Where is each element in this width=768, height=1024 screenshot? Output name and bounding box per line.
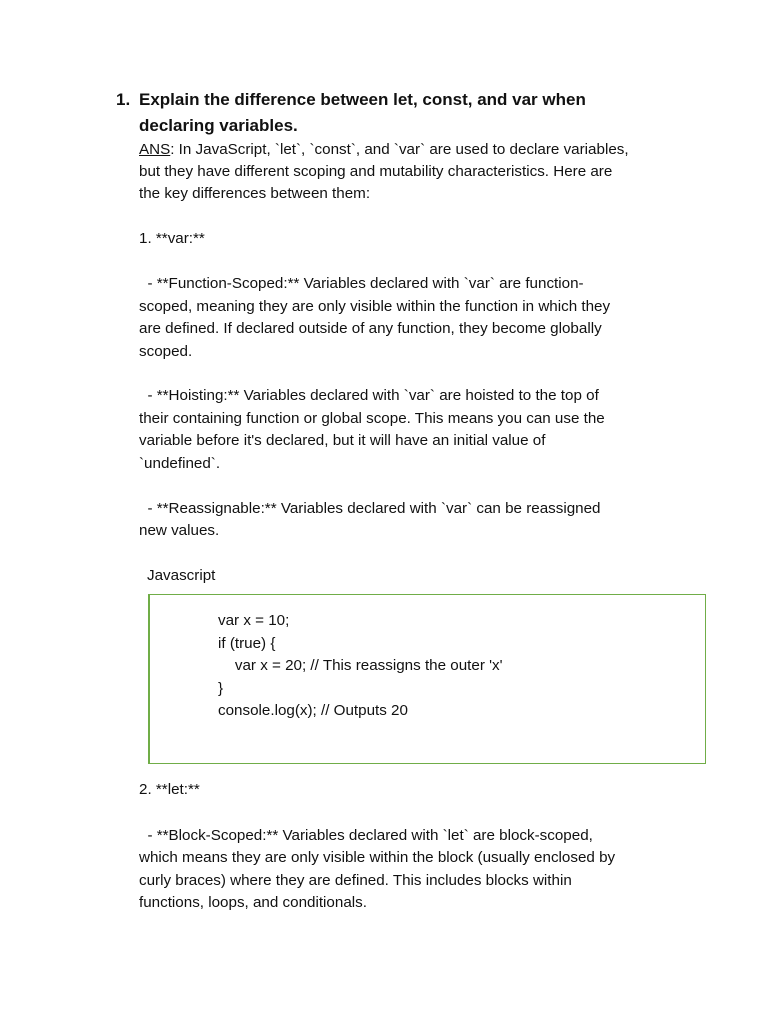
- answer-intro-line: but they have different scoping and mutability characteristics. Here are: [139, 163, 613, 180]
- var-heading: 1. **var:**: [139, 230, 205, 247]
- question-line: Explain the difference between let, const, and var when: [139, 90, 586, 109]
- var-reassignable-line: new values.: [139, 522, 220, 539]
- question-text: [139, 87, 639, 139]
- answer-intro-line: [139, 139, 699, 161]
- code-block: [148, 594, 706, 764]
- answer-label: ANS: [139, 141, 171, 158]
- code-line: }: [218, 680, 224, 697]
- var-hoisting-line: their containing function or global scope. This means you can use the: [139, 410, 605, 427]
- answer-intro-rest: : In JavaScript, `let`, `const`, and `var` are used to declare variables,: [170, 141, 629, 158]
- var-reassignable-line: - **Reassignable:** Variables declared with `var` can be reassigned: [139, 500, 601, 517]
- code-line: if (true) {: [218, 635, 276, 652]
- question-number: 1.: [116, 90, 131, 109]
- var-hoisting-line: variable before it's declared, but it will have an initial value of: [139, 432, 546, 449]
- let-block-scoped-line: which means they are only visible within the block (usually enclosed by: [139, 849, 616, 866]
- code-line: var x = 10;: [218, 612, 290, 629]
- let-block-scoped-line: functions, loops, and conditionals.: [139, 894, 367, 911]
- answer-intro-line: the key differences between them:: [139, 185, 371, 202]
- var-hoisting-line: - **Hoisting:** Variables declared with `var` are hoisted to the top of: [139, 387, 599, 404]
- let-block-scoped-line: curly braces) where they are defined. This includes blocks within: [139, 872, 572, 889]
- var-function-scoped-line: are defined. If declared outside of any function, they become globally: [139, 320, 602, 337]
- var-function-scoped-line: scoped.: [139, 343, 193, 360]
- code-line: console.log(x); // Outputs 20: [218, 702, 408, 719]
- question-line: declaring variables.: [139, 116, 298, 135]
- var-function-scoped-line: scoped, meaning they are only visible within the function in which they: [139, 298, 611, 315]
- let-block-scoped-line: - **Block-Scoped:** Variables declared with `let` are block-scoped,: [139, 827, 593, 844]
- var-function-scoped-line: - **Function-Scoped:** Variables declared with `var` are function-: [139, 275, 584, 292]
- let-heading: 2. **let:**: [139, 781, 200, 798]
- code-line: var x = 20; // This reassigns the outer 'x': [218, 657, 503, 674]
- var-hoisting-line: `undefined`.: [139, 455, 221, 472]
- code-language-label: Javascript: [147, 567, 216, 584]
